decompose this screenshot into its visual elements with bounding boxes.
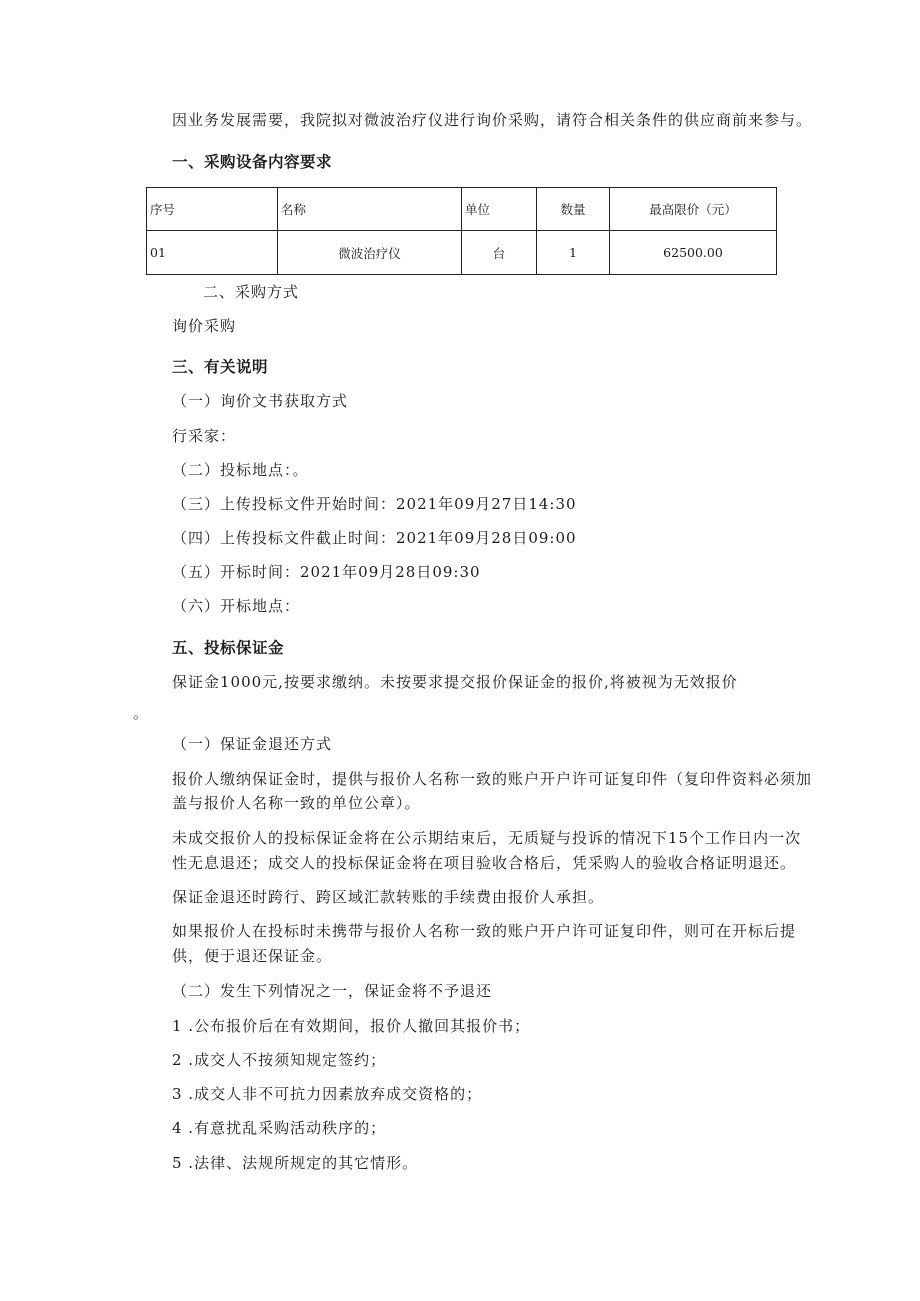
section-2-text: 询价采购 (172, 317, 237, 335)
intro-paragraph: 因业务发展需要，我院拟对微波治疗仪进行询价采购，请符合相关条件的供应商前来参与。 (172, 111, 813, 129)
s3-item-5: （五）开标时间：2021年09月28日09:30 (172, 563, 481, 581)
table-header-cell: 数量 (537, 188, 610, 231)
s3-item-2: （二）投标地点：。 (172, 461, 309, 479)
table-cell: 62500.00 (610, 231, 777, 275)
table-header-cell: 名称 (278, 188, 462, 231)
refund-paragraph-4-line-1: 如果报价人在投标时未携带与报价人名称一致的账户开户许可证复印件，则可在开标后提 (172, 922, 797, 940)
table-header-row (147, 188, 777, 231)
list-item: 5 .法律、法规所规定的其它情形。 (172, 1154, 419, 1172)
s3-item-3: （三）上传投标文件开始时间：2021年09月27日14:30 (172, 495, 577, 513)
refund-paragraph-4-line-2: 供，便于退还保证金。 (172, 947, 333, 965)
table-header-cell: 序号 (147, 188, 278, 231)
refund-paragraph-3: 保证金退还时跨行、跨区域汇款转账的手续费由报价人承担。 (172, 888, 605, 906)
table-cell: 微波治疗仪 (278, 231, 462, 275)
table-cell: 台 (462, 231, 537, 275)
table-header-cell: 单位 (462, 188, 537, 231)
list-item: 3 .成交人非不可抗力因素放弃成交资格的； (172, 1085, 483, 1103)
refund-paragraph-2-line-2: 性无息退还；成交人的投标保证金将在项目验收合格后，凭采购人的验收合格证明退还。 (172, 854, 797, 872)
list-item: 1 .公布报价后在有效期间，报价人撤回其报价书； (172, 1017, 531, 1035)
refund-paragraph-1-line-2: 盖与报价人名称一致的单位公章）。 (172, 794, 421, 812)
table-header-cell: 最高限价（元） (610, 188, 777, 231)
section-2-title: 二、采购方式 (203, 283, 300, 301)
s3-item-4: （四）上传投标文件截止时间：2021年09月28日09:00 (172, 529, 577, 547)
refund-paragraph-2-line-1: 未成交报价人的投标保证金将在公示期结束后，无质疑与投诉的情况下15个工作日内一次 (172, 829, 802, 847)
s3-item-6: （六）开标地点： (172, 597, 301, 615)
refund-paragraph-1-line-1: 报价人缴纳保证金时，提供与报价人名称一致的账户开户许可证复印件（复印件资料必须加 (172, 770, 813, 788)
s3-item-1-text: 行采家： (172, 427, 237, 445)
deposit-line-2: 。 (133, 704, 150, 722)
nonrefund-title: （二）发生下列情况之一，保证金将不予退还 (172, 982, 493, 1000)
table-row (147, 231, 777, 275)
section-5-title: 五、投标保证金 (172, 639, 285, 657)
section-3-title: 三、有关说明 (172, 358, 269, 376)
s3-item-1: （一）询价文书获取方式 (172, 392, 349, 410)
deposit-line-1: 保证金1000元,按要求缴纳。未按要求提交报价保证金的报价,将被视为无效报价 (172, 673, 738, 691)
list-item: 2 .成交人不按须知规定签约； (172, 1051, 387, 1069)
refund-title: （一）保证金退还方式 (172, 735, 333, 753)
requirements-table (146, 187, 777, 275)
section-1-title: 一、采购设备内容要求 (172, 153, 333, 171)
list-item: 4 .有意扰乱采购活动秩序的； (172, 1119, 387, 1137)
table-cell: 01 (147, 231, 278, 275)
table-cell: 1 (537, 231, 610, 275)
